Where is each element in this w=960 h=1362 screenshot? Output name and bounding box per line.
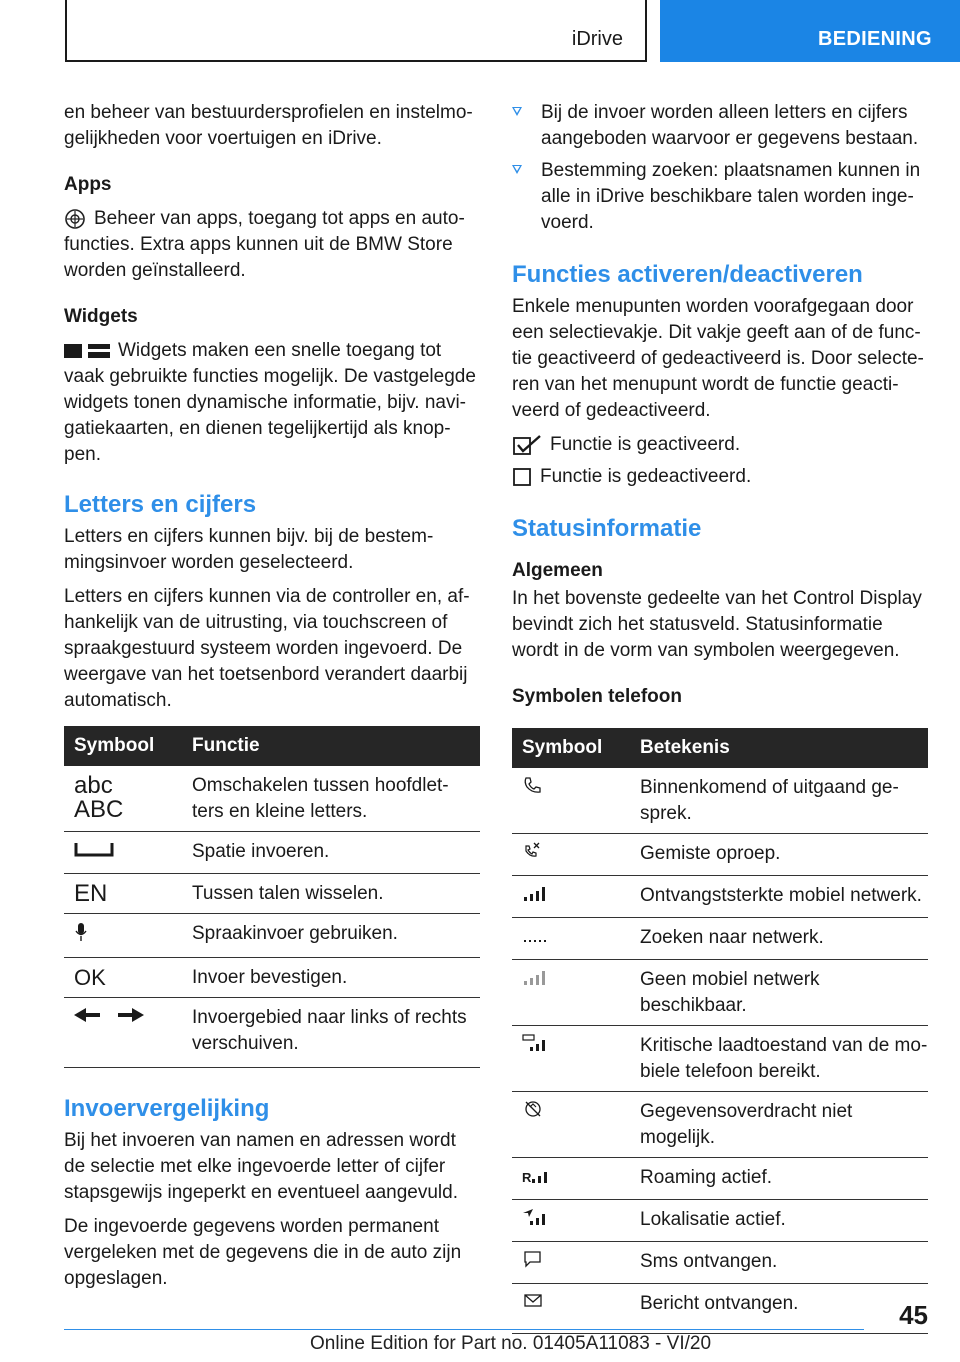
table-cell-text: Sms ontvangen. xyxy=(630,1242,928,1284)
table-cell-text: Tussen talen wisselen. xyxy=(182,874,480,914)
bullet-list xyxy=(512,100,928,236)
table-cell-text: Omschakelen tussen hoofdlet-ters en kleine letters. xyxy=(182,766,480,832)
low-battery-icon xyxy=(522,1033,550,1053)
invoer-paragraph-2: De ingevoerde gegevens worden permanent vergeleken met de gegevens die in de auto zijn opgeslagen. xyxy=(64,1216,462,1289)
arrows-left-right-icon xyxy=(74,1005,144,1025)
no-network-icon xyxy=(522,967,550,987)
widgets-description: Widgets maken een snelle toegang tot vaak gebruikte functies mogelijk. De vastgelegde widgets tonen dynamische informatie, bijv. navi-gatiekaarten, en dienen tegelijkertijd als knop-pen. xyxy=(64,340,476,465)
table-cell-text: Invoer bevestigen. xyxy=(182,958,480,998)
intro-text: en beheer van bestuurdersprofielen en instelmo-gelijkheden voor voertuigen en iDrive. xyxy=(64,102,473,149)
no-data-icon xyxy=(522,1099,544,1119)
checked-label: Functie is geactiveerd. xyxy=(550,434,741,455)
telefoon-title: Symbolen telefoon xyxy=(512,686,682,707)
functies-heading: Functies activeren/deactiveren xyxy=(512,261,863,288)
signal-strength-icon xyxy=(522,883,550,903)
apps-text xyxy=(64,206,480,284)
table-header-function: Functie xyxy=(182,726,480,766)
widgets-title: Widgets xyxy=(64,306,138,327)
table-row xyxy=(512,834,928,876)
table-row xyxy=(64,914,480,958)
list-item: Bij de invoer worden alleen letters en cijfers aangeboden waarvoor er gegevens bestaan. xyxy=(512,100,928,152)
table-cell-text: Invoergebied naar links of rechts verschuiven. xyxy=(182,998,480,1068)
apps-icon xyxy=(64,208,86,230)
chapter-title: iDrive xyxy=(571,28,623,50)
table-row xyxy=(512,1158,928,1200)
page-number: 45 xyxy=(899,1300,928,1330)
microphone-icon xyxy=(74,921,88,943)
header-chapter-box xyxy=(65,0,647,62)
table-header-symbol: Symbool xyxy=(64,726,182,766)
network-search-icon xyxy=(522,925,550,945)
table-cell-text: Gegevensoverdracht niet mogelijk. xyxy=(630,1092,928,1158)
unchecked-label: Functie is gedeactiveerd. xyxy=(540,466,752,487)
table-row xyxy=(64,874,480,914)
table-row xyxy=(512,768,928,834)
triangle-bullet-icon xyxy=(512,165,522,174)
message-envelope-icon xyxy=(522,1291,544,1311)
letters-heading: Letters en cijfers xyxy=(64,491,257,518)
table-header-row xyxy=(64,726,480,766)
abc-ABC-icon: abc ABC xyxy=(64,766,182,832)
checkbox-checked-icon xyxy=(512,434,546,456)
table-cell-text: Spraakinvoer gebruiken. xyxy=(182,914,480,958)
functies-paragraph: Enkele menupunten worden voorafgegaan door een selectievakje. Dit vakje geeft aan of de func-tie geactiveerd of gedeactiveerd is. Door selecte-ren van het menupunt wordt de functie geacti-veerd of gedeactiveerd. xyxy=(512,296,924,421)
roaming-icon: R xyxy=(512,1158,630,1200)
list-item: Bestemming zoeken: plaatsnamen kunnen in alle in iDrive beschikbare talen worden inge-voerd. xyxy=(512,158,928,236)
table-cell-text: Binnenkomend of uitgaand ge-sprek. xyxy=(630,768,928,834)
phone-symbol-table xyxy=(512,728,928,1334)
invoer-heading: Invoervergelijking xyxy=(64,1095,270,1122)
triangle-bullet-icon xyxy=(512,107,522,116)
right-column xyxy=(512,100,928,1334)
table-cell-text: Geen mobiel netwerk beschikbaar. xyxy=(630,960,928,1026)
table-header-symbol: Symbool xyxy=(512,728,630,768)
footer-edition: Online Edition for Part no. 01405A11083 - VI/20 xyxy=(310,1333,712,1354)
table-cell-text: Ontvangststerkte mobiel netwerk. xyxy=(630,876,928,918)
table-header-row xyxy=(512,728,928,768)
table-cell-text: Kritische laadtoestand van de mo-biele telefoon bereikt. xyxy=(630,1026,928,1092)
invoer-paragraph-1: Bij het invoeren van namen en adressen wordt de selectie met elke ingevoerde letter of cijfer stapsgewijs ingeperkt en eventueel aangevuld. xyxy=(64,1130,458,1203)
table-cell-text: Spatie invoeren. xyxy=(182,832,480,874)
checkbox-unchecked-icon xyxy=(512,466,534,488)
table-row xyxy=(512,1284,928,1334)
language-EN-icon: EN xyxy=(64,874,182,914)
algemeen-title: Algemeen xyxy=(512,560,603,581)
table-cell-text: Roaming actief. xyxy=(630,1158,928,1200)
table-cell-text: Zoeken naar netwerk. xyxy=(630,918,928,960)
space-icon xyxy=(74,839,114,859)
location-icon xyxy=(522,1207,550,1227)
letters-paragraph-2: Letters en cijfers kunnen via de controller en, af-hankelijk van de uitrusting, via touchscreen of spraakgestuurd systeem worden ingevoerd. De weergave van het toetsenbord verandert daarbij automatisch. xyxy=(64,586,470,711)
unchecked-row xyxy=(512,464,928,490)
widgets-icon xyxy=(64,342,110,360)
letters-paragraph-1: Letters en cijfers kunnen bijv. bij de bestem-mingsinvoer worden geselecteerd. xyxy=(64,526,434,573)
section-title: BEDIENING xyxy=(818,28,932,50)
algemeen-paragraph: In het bovenste gedeelte van het Control Display bevindt zich het statusveld. Statusinformatie wordt in de vorm van symbolen weergegeven. xyxy=(512,588,922,661)
table-row xyxy=(512,960,928,1026)
table-cell-text: Lokalisatie actief. xyxy=(630,1200,928,1242)
apps-title: Apps xyxy=(64,174,112,195)
missed-call-icon xyxy=(522,841,542,861)
table-row xyxy=(64,998,480,1068)
table-row xyxy=(512,1200,928,1242)
table-row xyxy=(512,1026,928,1092)
apps-description: Beheer van apps, toegang tot apps en auto-functies. Extra apps kunnen uit de BMW Store worden geïnstalleerd. xyxy=(64,208,465,281)
table-header-meaning: Betekenis xyxy=(630,728,928,768)
table-row xyxy=(512,876,928,918)
table-cell-text: Gemiste oproep. xyxy=(630,834,928,876)
phone-handset-icon xyxy=(522,775,542,795)
table-row xyxy=(64,958,480,998)
table-row xyxy=(64,766,480,832)
table-row xyxy=(512,1092,928,1158)
table-row xyxy=(64,832,480,874)
status-heading: Statusinformatie xyxy=(512,515,702,542)
ok-icon: OK xyxy=(64,958,182,998)
left-column xyxy=(64,100,480,1306)
widgets-text xyxy=(64,338,480,468)
letters-symbol-table xyxy=(64,726,480,1068)
checked-row xyxy=(512,432,928,458)
table-row xyxy=(512,1242,928,1284)
footer-divider xyxy=(64,1329,864,1330)
table-cell-text: Bericht ontvangen. xyxy=(630,1284,928,1334)
table-row xyxy=(512,918,928,960)
sms-icon xyxy=(522,1249,544,1269)
section-tab xyxy=(660,0,960,62)
